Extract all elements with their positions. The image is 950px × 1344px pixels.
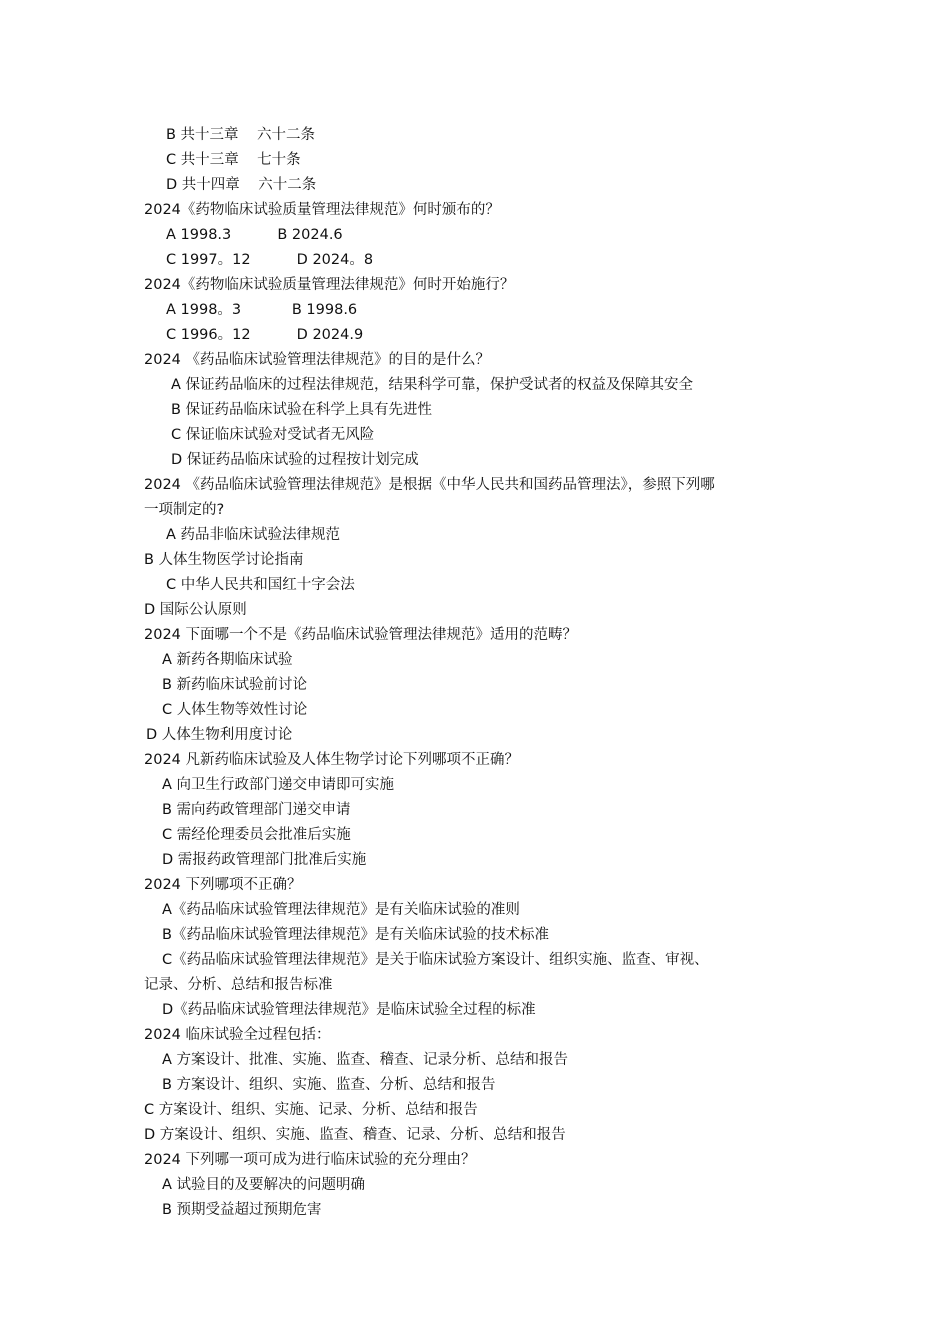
option-line: D 保证药品临床试验的过程按计划完成 bbox=[171, 452, 419, 468]
option-line: C 保证临床试验对受试者无风险 bbox=[171, 427, 375, 443]
option-line: D《药品临床试验管理法律规范》是临床试验全过程的标准 bbox=[162, 1002, 536, 1018]
option-line: A 方案设计、批准、实施、监查、稽查、记录分析、总结和报告 bbox=[162, 1052, 569, 1068]
option-line: 记录、分析、总结和报告标准 bbox=[144, 977, 333, 993]
question-line: 2024 凡新药临床试验及人体生物学讨论下列哪项不正确？ bbox=[144, 752, 520, 768]
document-body bbox=[144, 123, 814, 1223]
option-line: B 人体生物医学讨论指南 bbox=[144, 552, 304, 568]
option-line: B 共十三章 六十二条 bbox=[166, 127, 315, 143]
option-line: A 向卫生行政部门递交申请即可实施 bbox=[162, 777, 395, 793]
option-line: C 中华人民共和国红十字会法 bbox=[166, 577, 355, 593]
option-line: A 1998。3 B 1998.6 bbox=[166, 302, 358, 318]
option-line: D 共十四章 六十二条 bbox=[166, 177, 317, 193]
option-line: A 试验目的及要解决的问题明确 bbox=[162, 1177, 366, 1193]
question-line: 2024 临床试验全过程包括： bbox=[144, 1027, 331, 1043]
option-line: C 方案设计、组织、实施、记录、分析、总结和报告 bbox=[144, 1102, 478, 1118]
option-line: A 保证药品临床的过程法律规范，结果科学可靠，保护受试者的权益及保障其安全 bbox=[171, 377, 694, 393]
option-line: C《药品临床试验管理法律规范》是关于临床试验方案设计、组织实施、监查、审视、 bbox=[162, 952, 709, 968]
option-line: A 药品非临床试验法律规范 bbox=[166, 527, 341, 543]
option-line: C 1996。12 D 2024.9 bbox=[166, 327, 364, 343]
option-line: B 预期受益超过预期危害 bbox=[162, 1202, 322, 1218]
option-line: B 需向药政管理部门递交申请 bbox=[162, 802, 351, 818]
question-line: 一项制定的? bbox=[144, 502, 225, 518]
option-line: B《药品临床试验管理法律规范》是有关临床试验的技术标准 bbox=[162, 927, 549, 943]
option-line: B 保证药品临床试验在科学上具有先进性 bbox=[171, 402, 433, 418]
option-line: C 共十三章 七十条 bbox=[166, 152, 301, 168]
question-line: 2024 《药品临床试验管理法律规范》的目的是什么？ bbox=[144, 352, 491, 368]
option-line: C 1997。12 D 2024。8 bbox=[166, 252, 374, 268]
option-line: A 新药各期临床试验 bbox=[162, 652, 293, 668]
option-line: B 新药临床试验前讨论 bbox=[162, 677, 308, 693]
option-line: B 方案设计、组织、实施、监查、分析、总结和报告 bbox=[162, 1077, 496, 1093]
question-line: 2024 《药品临床试验管理法律规范》是根据《中华人民共和国药品管理法》，参照下列哪 bbox=[144, 477, 715, 493]
question-line: 2024《药物临床试验质量管理法律规范》何时颁布的？ bbox=[144, 202, 500, 218]
option-line: D 人体生物利用度讨论 bbox=[146, 727, 293, 743]
question-line: 2024《药物临床试验质量管理法律规范》何时开始施行？ bbox=[144, 277, 515, 293]
option-line: D 国际公认原则 bbox=[144, 602, 247, 618]
option-line: C 人体生物等效性讨论 bbox=[162, 702, 308, 718]
option-line: C 需经伦理委员会批准后实施 bbox=[162, 827, 351, 843]
question-line: 2024 下列哪一项可成为进行临床试验的充分理由？ bbox=[144, 1152, 476, 1168]
option-line: A 1998.3 B 2024.6 bbox=[166, 227, 343, 243]
option-line: D 方案设计、组织、实施、监查、稽查、记录、分析、总结和报告 bbox=[144, 1127, 566, 1143]
question-line: 2024 下面哪一个不是《药品临床试验管理法律规范》适用的范畴？ bbox=[144, 627, 578, 643]
option-line: D 需报药政管理部门批准后实施 bbox=[162, 852, 367, 868]
question-line: 2024 下列哪项不正确？ bbox=[144, 877, 302, 893]
option-line: A《药品临床试验管理法律规范》是有关临床试验的准则 bbox=[162, 902, 520, 918]
